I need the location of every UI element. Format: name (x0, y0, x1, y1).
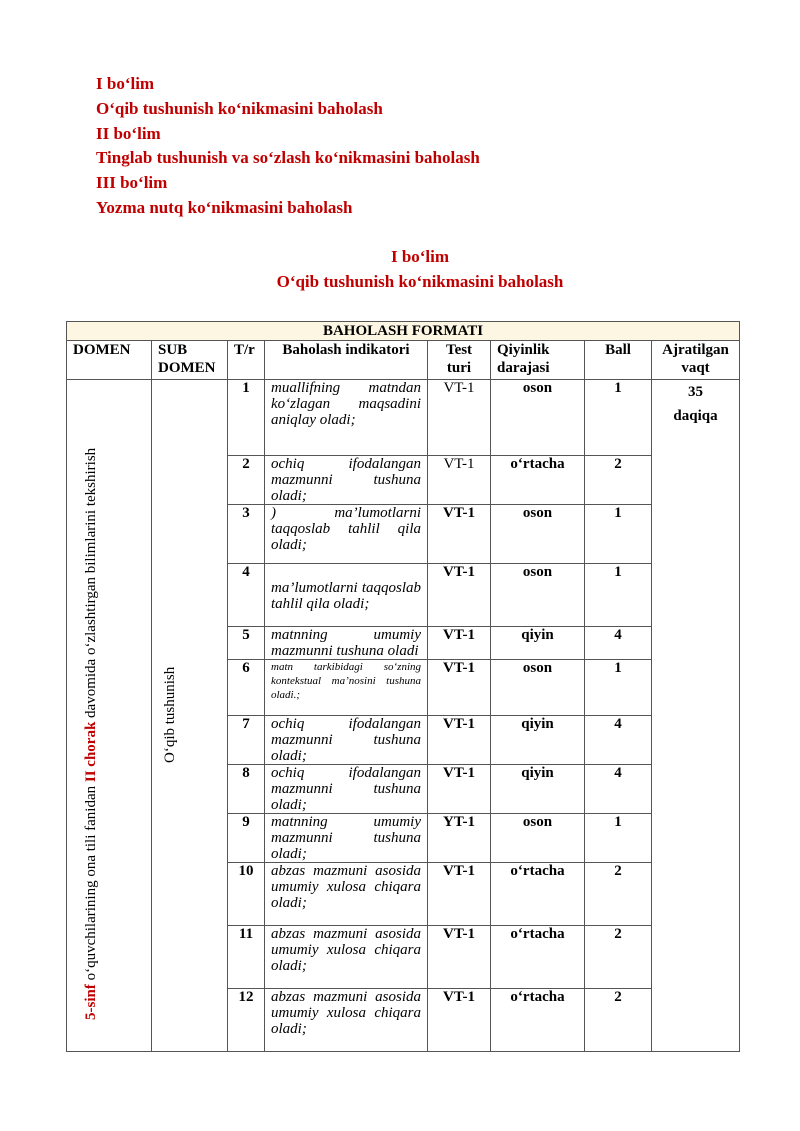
row-indicator: ochiq ifodalangan mazmunni tushuna oladi; (265, 716, 428, 765)
row-test-type: VT-1 (428, 505, 491, 564)
row-number: 12 (228, 989, 265, 1052)
row-number: 10 (228, 863, 265, 926)
table-row (67, 380, 740, 456)
row-test-type: VT-1 (428, 660, 491, 716)
row-test-type: VT-1 (428, 765, 491, 814)
sub-domain-vertical-text: O‘qib tushunish (162, 666, 178, 763)
row-number: 2 (228, 456, 265, 505)
row-number: 6 (228, 660, 265, 716)
header-tr: T/r (228, 341, 265, 380)
row-ball: 4 (585, 765, 652, 814)
domain-cell (67, 380, 152, 1052)
row-difficulty: oson (491, 380, 585, 456)
header-level: Qiyinlik darajasi (491, 341, 585, 380)
row-indicator: ochiq ifodalangan mazmunni tushuna oladi; (265, 456, 428, 505)
toc-line: II bo‘lim (96, 123, 161, 143)
row-number: 1 (228, 380, 265, 456)
toc-line: O‘qib tushunish ko‘nikmasini baholash (96, 98, 383, 118)
row-difficulty: oson (491, 814, 585, 863)
table-caption: BAHOLASH FORMATI (67, 322, 740, 341)
row-difficulty: oson (491, 660, 585, 716)
domain-vertical-text (83, 390, 100, 1020)
row-test-type: VT-1 (428, 564, 491, 627)
table-of-contents (96, 72, 480, 221)
row-test-type: VT-1 (428, 926, 491, 989)
row-ball: 1 (585, 505, 652, 564)
domain-text-a: o‘quvchilarining ona tili fanidan (83, 785, 99, 981)
row-difficulty: oson (491, 505, 585, 564)
row-ball: 4 (585, 716, 652, 765)
row-test-type: VT-1 (428, 989, 491, 1052)
row-difficulty: qiyin (491, 765, 585, 814)
row-indicator: matnning umumiy mazmunni tushuna oladi (265, 627, 428, 660)
header-sub-domen: SUB DOMEN (152, 341, 228, 380)
row-difficulty: o‘rtacha (491, 863, 585, 926)
row-difficulty: o‘rtacha (491, 456, 585, 505)
section-title: I bo‘lim (390, 247, 450, 266)
row-difficulty: o‘rtacha (491, 989, 585, 1052)
time-value: 35 (688, 384, 704, 400)
header-ball: Ball (585, 341, 652, 380)
row-ball: 2 (585, 456, 652, 505)
row-difficulty: qiyin (491, 627, 585, 660)
row-number: 5 (228, 627, 265, 660)
row-difficulty: o‘rtacha (491, 926, 585, 989)
row-ball: 1 (585, 380, 652, 456)
toc-line: III bo‘lim (96, 173, 168, 193)
domain-text-b: davomida o‘zlashtirgan bilimlarini tekshirish (83, 447, 99, 718)
row-ball: 2 (585, 863, 652, 926)
header-indicator: Baholash indikatori (265, 341, 428, 380)
row-number: 3 (228, 505, 265, 564)
assessment-format-table (66, 321, 740, 1052)
row-indicator: ) ma’lumotlarni taqqoslab tahlil qila oladi; (265, 505, 428, 564)
row-number: 8 (228, 765, 265, 814)
row-indicator: ochiq ifodalangan mazmunni tushuna oladi; (265, 765, 428, 814)
row-indicator: abzas mazmuni asosida umumiy xulosa chiqara oladi; (265, 989, 428, 1052)
row-number: 11 (228, 926, 265, 989)
row-number: 4 (228, 564, 265, 627)
toc-line: I bo‘lim (96, 74, 155, 93)
row-indicator: ma’lumotlarni taqqoslab tahlil qila oladi; (265, 564, 428, 627)
row-indicator: abzas mazmuni asosida umumiy xulosa chiqara oladi; (265, 926, 428, 989)
row-indicator: matnning umumiy mazmunni tushuna oladi; (265, 814, 428, 863)
time-cell (652, 380, 740, 1052)
header-time: Ajratilgan vaqt (652, 341, 740, 380)
header-test: Test turi (428, 341, 491, 380)
time-unit: daqiqa (673, 408, 718, 424)
header-domen: DOMEN (67, 341, 152, 380)
sub-domain-cell (152, 380, 228, 1052)
row-difficulty: qiyin (491, 716, 585, 765)
row-number: 9 (228, 814, 265, 863)
row-number: 7 (228, 716, 265, 765)
row-indicator: matn tarkibidagi so‘zning kontekstual ma’nosini tushuna oladi.; (265, 660, 428, 716)
row-test-type: VT-1 (428, 863, 491, 926)
domain-quarter: II chorak (83, 721, 99, 783)
toc-line: Yozma nutq ko‘nikmasini baholash (96, 197, 353, 217)
row-ball: 2 (585, 926, 652, 989)
row-test-type: VT-1 (428, 627, 491, 660)
domain-grade: 5-sinf (83, 984, 99, 1020)
row-ball: 1 (585, 564, 652, 627)
row-test-type: VT-1 (428, 456, 491, 505)
row-ball: 4 (585, 627, 652, 660)
row-ball: 1 (585, 660, 652, 716)
row-indicator: muallifning matndan ko‘zlagan maqsadini aniqlay oladi; (265, 380, 428, 456)
row-test-type: YT-1 (428, 814, 491, 863)
toc-line: Tinglab tushunish va so‘zlash ko‘nikmasini baholash (96, 148, 480, 168)
row-indicator: abzas mazmuni asosida umumiy xulosa chiqara oladi; (265, 863, 428, 926)
row-test-type: VT-1 (428, 380, 491, 456)
row-ball: 2 (585, 989, 652, 1052)
row-test-type: VT-1 (428, 716, 491, 765)
section-subtitle: O‘qib tushunish ko‘nikmasini baholash (276, 272, 564, 291)
row-ball: 1 (585, 814, 652, 863)
row-difficulty: oson (491, 564, 585, 627)
